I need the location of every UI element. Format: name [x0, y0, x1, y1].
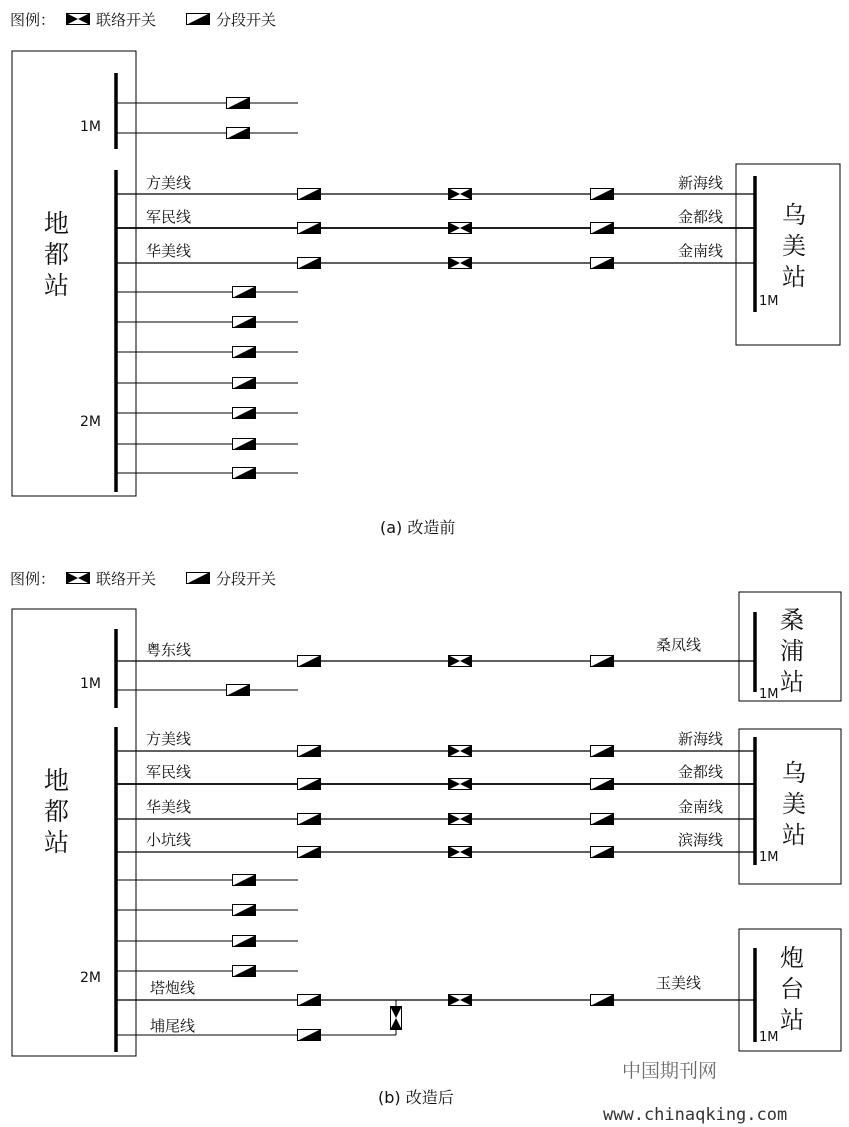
legend-prefix: 图例：: [10, 11, 56, 29]
section-switch-icon: [232, 438, 256, 450]
section-switch-icon: [232, 377, 256, 389]
didu-char-2: 都: [44, 797, 70, 826]
legend-a: [10, 11, 276, 29]
switches-a: [226, 97, 614, 479]
tie-switch-icon: [448, 188, 472, 200]
remote-feeder-label: 金南线: [678, 242, 724, 260]
section-switch-icon: [297, 846, 321, 858]
legend-section-label: 分段开关: [216, 570, 277, 588]
section-switch-icon: [232, 965, 256, 977]
remote-feeder-label: 金都线: [678, 208, 724, 226]
legend-tie-label: 联络开关: [96, 570, 157, 588]
section-switch-icon: [226, 97, 250, 109]
section-switch-icon: [232, 316, 256, 328]
caption-b: (b) 改造后: [378, 1088, 454, 1107]
sangpu-char-1: 桑: [780, 606, 804, 634]
section-switch-icon: [232, 904, 256, 916]
section-switch-icon: [590, 222, 614, 234]
feeder-label: 军民线: [146, 208, 192, 226]
watermark: [603, 1060, 787, 1125]
diagram-b: [12, 592, 841, 1056]
section-switch-icon: [297, 1029, 321, 1041]
section-switch-icon: [590, 994, 614, 1006]
section-switch-legend-icon: [186, 13, 210, 25]
section-switch-icon: [232, 286, 256, 298]
tie-switch-icon: [448, 994, 472, 1006]
legend-section-label: 分段开关: [216, 11, 277, 29]
feeder-label: 华美线: [146, 798, 192, 816]
labels-b: [44, 606, 806, 1107]
wumei-char-1: 乌: [782, 759, 806, 787]
section-switch-legend-icon: [186, 572, 210, 584]
paotai-char-2: 台: [780, 975, 804, 1003]
tie-switch-icon: [448, 222, 472, 234]
tie-switch-icon: [448, 745, 472, 757]
section-switch-icon: [232, 346, 256, 358]
section-switch-icon: [297, 994, 321, 1006]
didu-char-2: 都: [44, 240, 70, 269]
switches-b: [226, 655, 614, 1041]
section-switch-icon: [232, 407, 256, 419]
bus-2m-label: 2M: [80, 414, 101, 430]
section-switch-icon: [232, 935, 256, 947]
remote-feeder-label: 金南线: [678, 798, 724, 816]
feeder-label: 粤东线: [146, 641, 192, 659]
section-switch-icon: [590, 257, 614, 269]
wumei-char-1: 乌: [782, 201, 806, 229]
labels-a: [44, 119, 806, 537]
wumei-char-2: 美: [782, 232, 806, 260]
didu-char-1: 地: [44, 209, 70, 238]
section-switch-icon: [590, 655, 614, 667]
section-switch-icon: [297, 257, 321, 269]
paotai-char-3: 站: [780, 1006, 804, 1034]
remote-feeder-label: 金都线: [678, 763, 724, 781]
remote-feeder-label: 新海线: [678, 174, 724, 192]
tie-switch-legend-icon: [66, 572, 90, 584]
feeder-label: 小坑线: [146, 831, 192, 849]
section-switch-icon: [297, 222, 321, 234]
legend-b: [10, 570, 276, 588]
section-switch-icon: [590, 846, 614, 858]
feeder-label: 埔尾线: [150, 1017, 196, 1035]
tie-switch-legend-icon: [66, 13, 90, 25]
legend-prefix: 图例：: [10, 570, 56, 588]
section-switch-icon: [297, 778, 321, 790]
watermark-name: 中国期刊网: [622, 1060, 718, 1082]
wumei-bus-label: 1M: [759, 850, 779, 865]
paotai-bus-label: 1M: [759, 1030, 779, 1045]
remote-feeder-label: 玉美线: [656, 974, 702, 992]
section-switch-icon: [297, 655, 321, 667]
tie-switch-icon: [448, 257, 472, 269]
section-switch-icon: [232, 467, 256, 479]
section-switch-icon: [226, 684, 250, 696]
bus-1m-label: 1M: [80, 676, 101, 692]
feeder-label: 华美线: [146, 242, 192, 260]
bus-2m-label: 2M: [80, 970, 101, 986]
section-switch-icon: [226, 127, 250, 139]
wumei-bus-label: 1M: [759, 294, 779, 309]
tie-switch-icon: [448, 778, 472, 790]
tie-switch-vertical-icon: [390, 1006, 402, 1030]
caption-a: (a) 改造前: [380, 518, 456, 537]
section-switch-icon: [590, 813, 614, 825]
diagram-a: [12, 51, 840, 496]
feeder-label: 方美线: [146, 730, 192, 748]
legend-tie-label: 联络开关: [96, 11, 157, 29]
remote-feeder-label: 滨海线: [678, 831, 724, 849]
tie-switch-icon: [448, 846, 472, 858]
tie-switch-icon: [448, 813, 472, 825]
watermark-url: www.chinaqking.com: [603, 1105, 788, 1125]
section-switch-icon: [590, 188, 614, 200]
section-switch-icon: [590, 778, 614, 790]
remote-feeder-label: 新海线: [678, 730, 724, 748]
section-switch-icon: [297, 813, 321, 825]
section-switch-icon: [297, 188, 321, 200]
didu-char-3: 站: [44, 271, 70, 300]
section-switch-icon: [590, 745, 614, 757]
section-switch-icon: [232, 874, 256, 886]
tie-switch-icon: [448, 655, 472, 667]
paotai-char-1: 炮: [780, 944, 804, 972]
sangpu-bus-label: 1M: [759, 687, 779, 702]
sangpu-char-3: 站: [780, 668, 804, 696]
feeder-label: 军民线: [146, 763, 192, 781]
feeder-label: 塔炮线: [150, 979, 196, 997]
wumei-char-3: 站: [782, 263, 806, 291]
sangpu-char-2: 浦: [780, 637, 804, 665]
feeder-label: 方美线: [146, 174, 192, 192]
wumei-char-3: 站: [782, 821, 806, 849]
wumei-char-2: 美: [782, 790, 806, 818]
bus-1m-label: 1M: [80, 119, 101, 135]
didu-char-3: 站: [44, 828, 70, 857]
remote-feeder-label: 桑凤线: [656, 636, 702, 654]
section-switch-icon: [297, 745, 321, 757]
didu-char-1: 地: [44, 766, 70, 795]
